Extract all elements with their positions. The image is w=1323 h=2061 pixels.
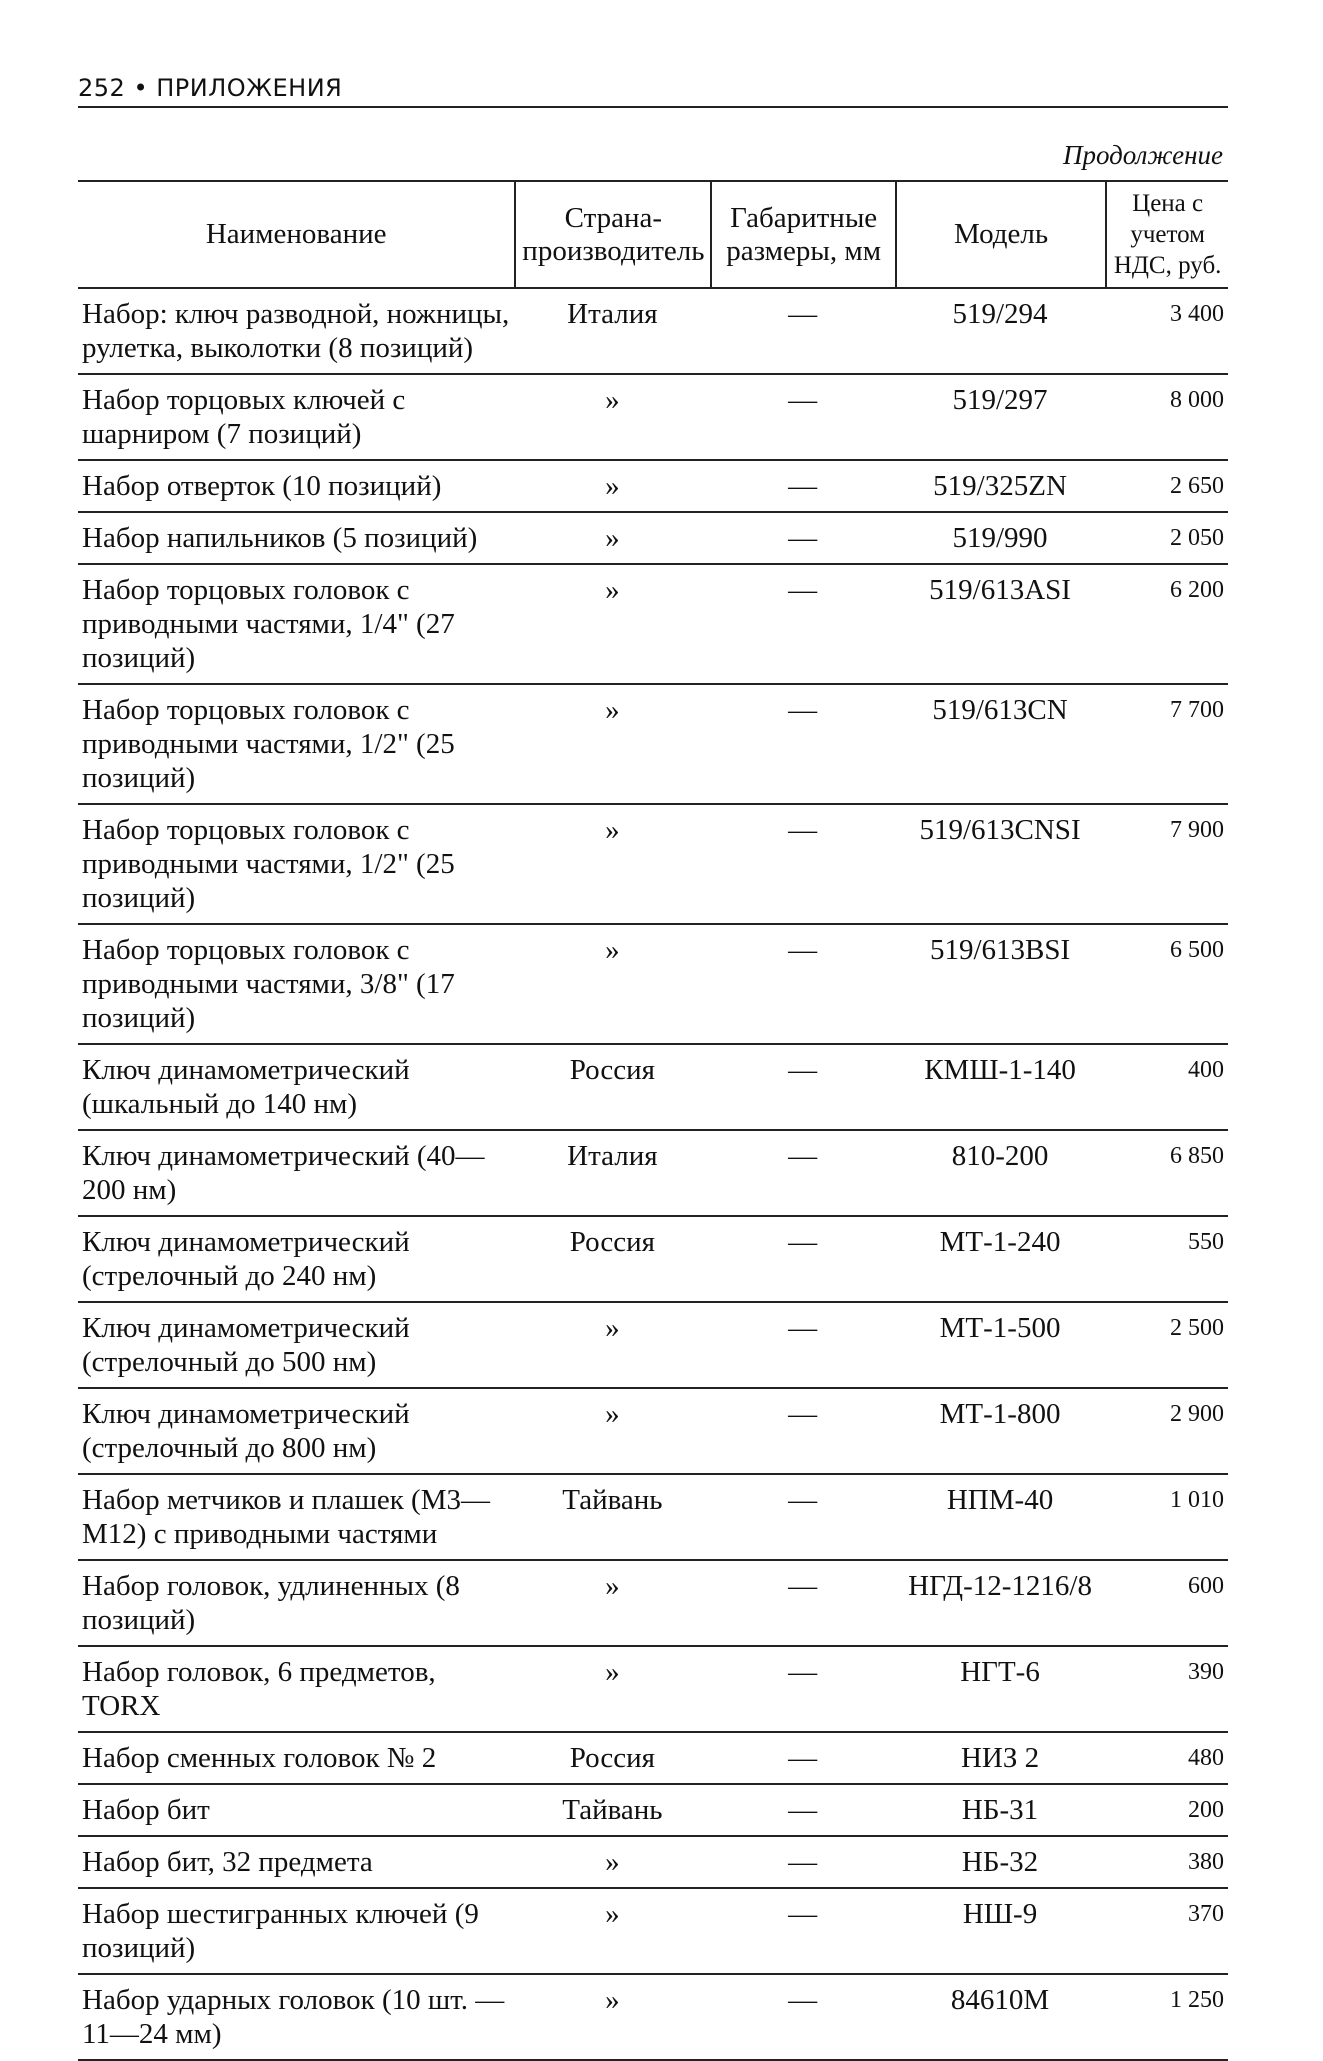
cell-country: » bbox=[515, 460, 711, 512]
cell-model: 519/990 bbox=[896, 512, 1106, 564]
cell-model: НИЗ 2 bbox=[896, 1732, 1106, 1784]
cell-name: Набор бит, 32 предмета bbox=[78, 1836, 515, 1888]
cell-name: Набор торцовых головок с приводными частями, 3/8" (17 позиций) bbox=[78, 924, 515, 1044]
cell-dimensions: — bbox=[711, 1836, 895, 1888]
cell-model: 519/613ASI bbox=[896, 564, 1106, 684]
bullet-separator: • bbox=[133, 74, 149, 102]
cell-name: Набор торцовых ключей с шарниром (7 позиций) bbox=[78, 374, 515, 460]
cell-dimensions: — bbox=[711, 1302, 895, 1388]
cell-dimensions: — bbox=[711, 1888, 895, 1974]
cell-price: 370 bbox=[1106, 1888, 1228, 1974]
cell-name: Ключ динамометрический (стрелочный до 240 нм) bbox=[78, 1216, 515, 1302]
cell-name: Набор головок, удлиненных (8 позиций) bbox=[78, 1560, 515, 1646]
table-row bbox=[78, 1974, 1228, 2060]
cell-name: Набор головок, 6 предметов, TORX bbox=[78, 1646, 515, 1732]
cell-country: Россия bbox=[515, 1732, 711, 1784]
cell-model: МТ-1-500 bbox=[896, 1302, 1106, 1388]
cell-price: 200 bbox=[1106, 1784, 1228, 1836]
cell-price: 6 500 bbox=[1106, 924, 1228, 1044]
cell-country: Россия bbox=[515, 1216, 711, 1302]
cell-country: » bbox=[515, 1888, 711, 1974]
cell-dimensions: — bbox=[711, 1130, 895, 1216]
cell-country: » bbox=[515, 374, 711, 460]
section-title: ПРИЛОЖЕНИЯ bbox=[156, 74, 343, 102]
cell-model: 519/325ZN bbox=[896, 460, 1106, 512]
table-row bbox=[78, 1732, 1228, 1784]
cell-dimensions: — bbox=[711, 684, 895, 804]
table-row bbox=[78, 1216, 1228, 1302]
cell-price: 400 bbox=[1106, 1044, 1228, 1130]
table-row bbox=[78, 374, 1228, 460]
table-row bbox=[78, 1474, 1228, 1560]
cell-name: Набор: ключ разводной, ножницы, рулетка, выколотки (8 позиций) bbox=[78, 288, 515, 374]
cell-model: МТ-1-800 bbox=[896, 1388, 1106, 1474]
cell-dimensions: — bbox=[711, 1560, 895, 1646]
cell-dimensions: — bbox=[711, 374, 895, 460]
cell-country: » bbox=[515, 564, 711, 684]
cell-price: 6 850 bbox=[1106, 1130, 1228, 1216]
cell-price: 2 500 bbox=[1106, 1302, 1228, 1388]
cell-country: » bbox=[515, 684, 711, 804]
cell-name: Набор ударных головок (10 шт. — 11—24 мм) bbox=[78, 1974, 515, 2060]
cell-model: НБ-32 bbox=[896, 1836, 1106, 1888]
table-header-row bbox=[78, 181, 1228, 288]
cell-dimensions: — bbox=[711, 1388, 895, 1474]
cell-country: » bbox=[515, 1388, 711, 1474]
cell-price: 380 bbox=[1106, 1836, 1228, 1888]
cell-dimensions: — bbox=[711, 288, 895, 374]
price-table bbox=[78, 180, 1228, 2061]
cell-name: Ключ динамометрический (стрелочный до 500 нм) bbox=[78, 1302, 515, 1388]
table-row bbox=[78, 1646, 1228, 1732]
cell-model: 519/613CNSI bbox=[896, 804, 1106, 924]
cell-price: 3 400 bbox=[1106, 288, 1228, 374]
cell-country: » bbox=[515, 1302, 711, 1388]
table-row bbox=[78, 512, 1228, 564]
cell-price: 550 bbox=[1106, 1216, 1228, 1302]
table-row bbox=[78, 1784, 1228, 1836]
cell-dimensions: — bbox=[711, 1474, 895, 1560]
cell-price: 1 010 bbox=[1106, 1474, 1228, 1560]
cell-model: НШ-9 bbox=[896, 1888, 1106, 1974]
cell-dimensions: — bbox=[711, 1216, 895, 1302]
cell-name: Набор отверток (10 позиций) bbox=[78, 460, 515, 512]
cell-name: Ключ динамометрический (шкальный до 140 нм) bbox=[78, 1044, 515, 1130]
table-row bbox=[78, 804, 1228, 924]
cell-name: Ключ динамометрический (40—200 нм) bbox=[78, 1130, 515, 1216]
table-row bbox=[78, 1130, 1228, 1216]
cell-model: 519/613BSI bbox=[896, 924, 1106, 1044]
cell-dimensions: — bbox=[711, 512, 895, 564]
cell-model: КМШ-1-140 bbox=[896, 1044, 1106, 1130]
table-row bbox=[78, 924, 1228, 1044]
cell-price: 6 200 bbox=[1106, 564, 1228, 684]
cell-price: 2 650 bbox=[1106, 460, 1228, 512]
cell-price: 600 bbox=[1106, 1560, 1228, 1646]
table-row bbox=[78, 1836, 1228, 1888]
cell-dimensions: — bbox=[711, 1646, 895, 1732]
table-row bbox=[78, 684, 1228, 804]
column-header-country: Страна-производитель bbox=[515, 181, 711, 288]
page-number: 252 bbox=[78, 74, 126, 102]
cell-name: Набор торцовых головок с приводными частями, 1/2" (25 позиций) bbox=[78, 684, 515, 804]
cell-name: Набор бит bbox=[78, 1784, 515, 1836]
cell-model: НПМ-40 bbox=[896, 1474, 1106, 1560]
header-rule bbox=[78, 106, 1228, 108]
cell-price: 7 900 bbox=[1106, 804, 1228, 924]
cell-model: 84610М bbox=[896, 1974, 1106, 2060]
table-row bbox=[78, 564, 1228, 684]
cell-dimensions: — bbox=[711, 1732, 895, 1784]
cell-dimensions: — bbox=[711, 804, 895, 924]
cell-model: 519/294 bbox=[896, 288, 1106, 374]
cell-price: 2 050 bbox=[1106, 512, 1228, 564]
cell-price: 7 700 bbox=[1106, 684, 1228, 804]
table-row bbox=[78, 288, 1228, 374]
cell-model: НГД-12-1216/8 bbox=[896, 1560, 1106, 1646]
cell-country: » bbox=[515, 1646, 711, 1732]
running-head bbox=[78, 74, 342, 102]
cell-name: Набор напильников (5 позиций) bbox=[78, 512, 515, 564]
cell-dimensions: — bbox=[711, 1044, 895, 1130]
cell-price: 1 250 bbox=[1106, 1974, 1228, 2060]
cell-model: 519/297 bbox=[896, 374, 1106, 460]
cell-country: » bbox=[515, 924, 711, 1044]
column-header-price: Цена с учетом НДС, руб. bbox=[1106, 181, 1228, 288]
cell-price: 390 bbox=[1106, 1646, 1228, 1732]
cell-name: Набор торцовых головок с приводными частями, 1/2" (25 позиций) bbox=[78, 804, 515, 924]
cell-dimensions: — bbox=[711, 564, 895, 684]
cell-model: 519/613CN bbox=[896, 684, 1106, 804]
table-row bbox=[78, 1302, 1228, 1388]
cell-dimensions: — bbox=[711, 1784, 895, 1836]
table-row bbox=[78, 1560, 1228, 1646]
table-row bbox=[78, 1388, 1228, 1474]
cell-name: Набор метчиков и плашек (М3—М12) с приводными частями bbox=[78, 1474, 515, 1560]
cell-country: Тайвань bbox=[515, 1784, 711, 1836]
cell-country: Россия bbox=[515, 1044, 711, 1130]
table-row bbox=[78, 460, 1228, 512]
cell-country: Италия bbox=[515, 288, 711, 374]
cell-country: » bbox=[515, 804, 711, 924]
table-row bbox=[78, 1044, 1228, 1130]
cell-price: 2 900 bbox=[1106, 1388, 1228, 1474]
cell-country: Италия bbox=[515, 1130, 711, 1216]
cell-country: Тайвань bbox=[515, 1474, 711, 1560]
cell-dimensions: — bbox=[711, 460, 895, 512]
column-header-model: Модель bbox=[896, 181, 1106, 288]
cell-model: НБ-31 bbox=[896, 1784, 1106, 1836]
cell-price: 8 000 bbox=[1106, 374, 1228, 460]
cell-country: » bbox=[515, 1836, 711, 1888]
column-header-dimensions: Габаритные размеры, мм bbox=[711, 181, 895, 288]
cell-country: » bbox=[515, 1560, 711, 1646]
cell-name: Ключ динамометрический (стрелочный до 800 нм) bbox=[78, 1388, 515, 1474]
cell-name: Набор шестигранных ключей (9 позиций) bbox=[78, 1888, 515, 1974]
continued-label: Продолжение bbox=[1062, 140, 1223, 170]
cell-name: Набор сменных головок № 2 bbox=[78, 1732, 515, 1784]
cell-country: » bbox=[515, 1974, 711, 2060]
table-body bbox=[78, 288, 1228, 2060]
cell-name: Набор торцовых головок с приводными частями, 1/4" (27 позиций) bbox=[78, 564, 515, 684]
column-header-name: Наименование bbox=[78, 181, 515, 288]
cell-model: НГТ-6 bbox=[896, 1646, 1106, 1732]
table-row bbox=[78, 1888, 1228, 1974]
cell-model: 810-200 bbox=[896, 1130, 1106, 1216]
cell-dimensions: — bbox=[711, 924, 895, 1044]
cell-price: 480 bbox=[1106, 1732, 1228, 1784]
cell-country: » bbox=[515, 512, 711, 564]
cell-model: МТ-1-240 bbox=[896, 1216, 1106, 1302]
cell-dimensions: — bbox=[711, 1974, 895, 2060]
